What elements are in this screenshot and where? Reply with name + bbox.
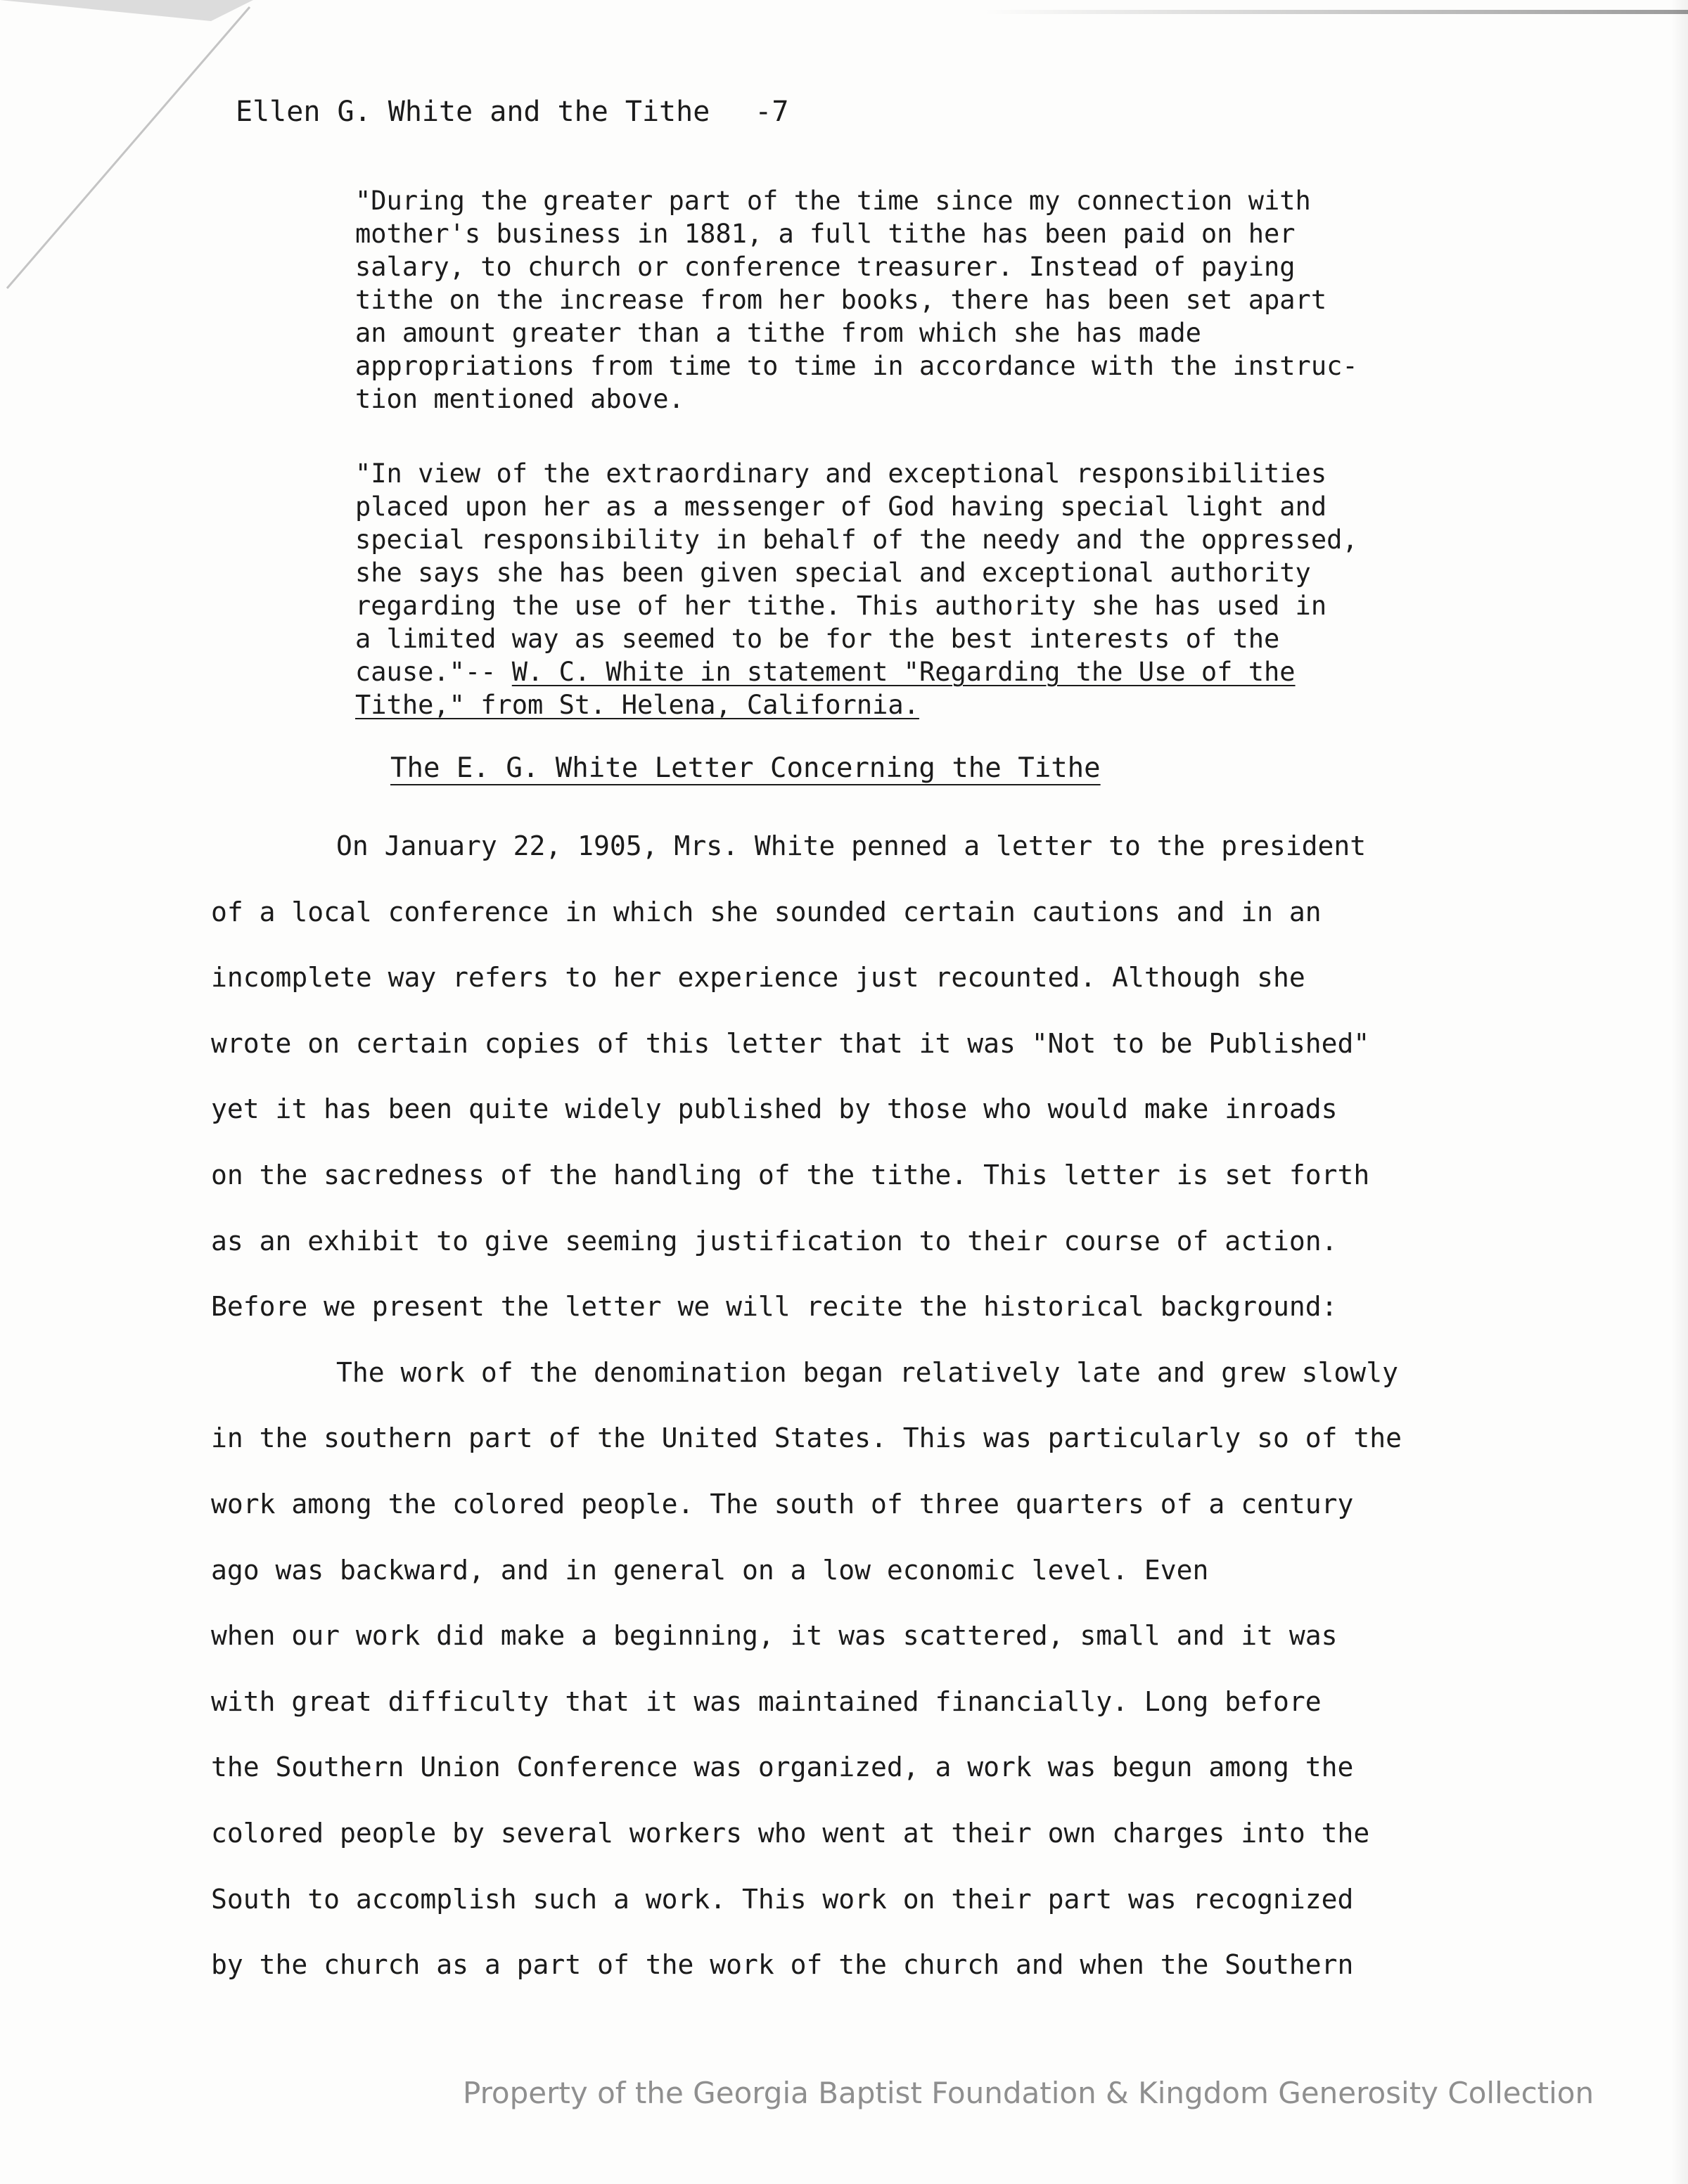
body-line: On January 22, 1905, Mrs. White penned a letter to the president xyxy=(336,830,1367,861)
page-number: -7 xyxy=(755,96,789,128)
quote-line: appropriations from time to time in accordance with the instruc- xyxy=(355,351,1358,381)
quote-line: mother's business in 1881, a full tithe has been paid on her xyxy=(355,219,1296,249)
quote-line: salary, to church or conference treasurer. Instead of paying xyxy=(355,252,1296,282)
quote-line: regarding the use of her tithe. This authority she has used in xyxy=(355,591,1327,621)
body-line: as an exhibit to give seeming justification to their course of action. xyxy=(211,1225,1338,1257)
scan-corner-mark xyxy=(0,0,295,302)
quote-paragraph-1 xyxy=(355,184,1358,416)
citation-part-2: Tithe," from St. Helena, California. xyxy=(355,690,919,720)
body-line: the Southern Union Conference was organized, a work was begun among the xyxy=(211,1752,1354,1783)
cause-prefix: cause."-- xyxy=(355,657,512,687)
quote-line: a limited way as seemed to be for the best interests of the xyxy=(355,624,1280,654)
page-header xyxy=(236,96,788,128)
quote-line-citation xyxy=(355,655,1358,688)
body-line: on the sacredness of the handling of the tithe. This letter is set forth xyxy=(211,1159,1370,1190)
quote-line: tion mentioned above. xyxy=(355,384,684,414)
body-line: yet it has been quite widely published by those who would make inroads xyxy=(211,1093,1338,1125)
quote-line: tithe on the increase from her books, there has been set apart xyxy=(355,285,1327,315)
body-line: of a local conference in which she sounded certain cautions and in an xyxy=(211,896,1322,927)
quote-line: placed upon her as a messenger of God having special light and xyxy=(355,492,1327,522)
body-line: Before we present the letter we will recite the historical background: xyxy=(211,1291,1338,1323)
quote-line: "During the greater part of the time since my connection with xyxy=(355,186,1311,216)
quote-paragraph-2 xyxy=(355,457,1358,721)
body-line: colored people by several workers who went at their own charges into the xyxy=(211,1817,1370,1849)
citation-part-1: W. C. White in statement "Regarding the Use of the xyxy=(511,657,1296,687)
watermark-footer: Property of the Georgia Baptist Foundation & Kingdom Generosity Collection xyxy=(463,2076,1594,2110)
body-line: work among the colored people. The south of three quarters of a century xyxy=(211,1488,1354,1520)
body-line: incomplete way refers to her experience just recounted. Although she xyxy=(211,962,1305,994)
body-line: South to accomplish such a work. This work on their part was recognized xyxy=(211,1883,1354,1915)
quote-line: special responsibility in behalf of the needy and the oppressed, xyxy=(355,525,1358,555)
quote-line: "In view of the extraordinary and exceptional responsibilities xyxy=(355,458,1327,489)
header-title: Ellen G. White and the Tithe xyxy=(236,96,710,128)
body-line: by the church as a part of the work of the church and when the Southern xyxy=(211,1949,1354,1981)
quote-line: she says she has been given special and exceptional authority xyxy=(355,558,1311,588)
section-heading: The E. G. White Letter Concerning the Tithe xyxy=(390,752,1101,784)
body-line: in the southern part of the United States. This was particularly so of the xyxy=(211,1422,1402,1454)
quote-line-citation xyxy=(355,688,1358,721)
body-text xyxy=(211,828,1402,2013)
scan-right-edge xyxy=(1671,0,1688,2184)
body-line: when our work did make a beginning, it was scattered, small and it was xyxy=(211,1620,1338,1652)
body-line: The work of the denomination began relatively late and grew slowly xyxy=(336,1356,1398,1388)
body-line: ago was backward, and in general on a low economic level. Even xyxy=(211,1554,1209,1586)
body-line: with great difficulty that it was maintained financially. Long before xyxy=(211,1685,1322,1717)
scan-top-edge xyxy=(985,10,1688,14)
body-line: wrote on certain copies of this letter that it was "Not to be Published" xyxy=(211,1027,1370,1059)
quote-line: an amount greater than a tithe from which she has made xyxy=(355,318,1201,348)
